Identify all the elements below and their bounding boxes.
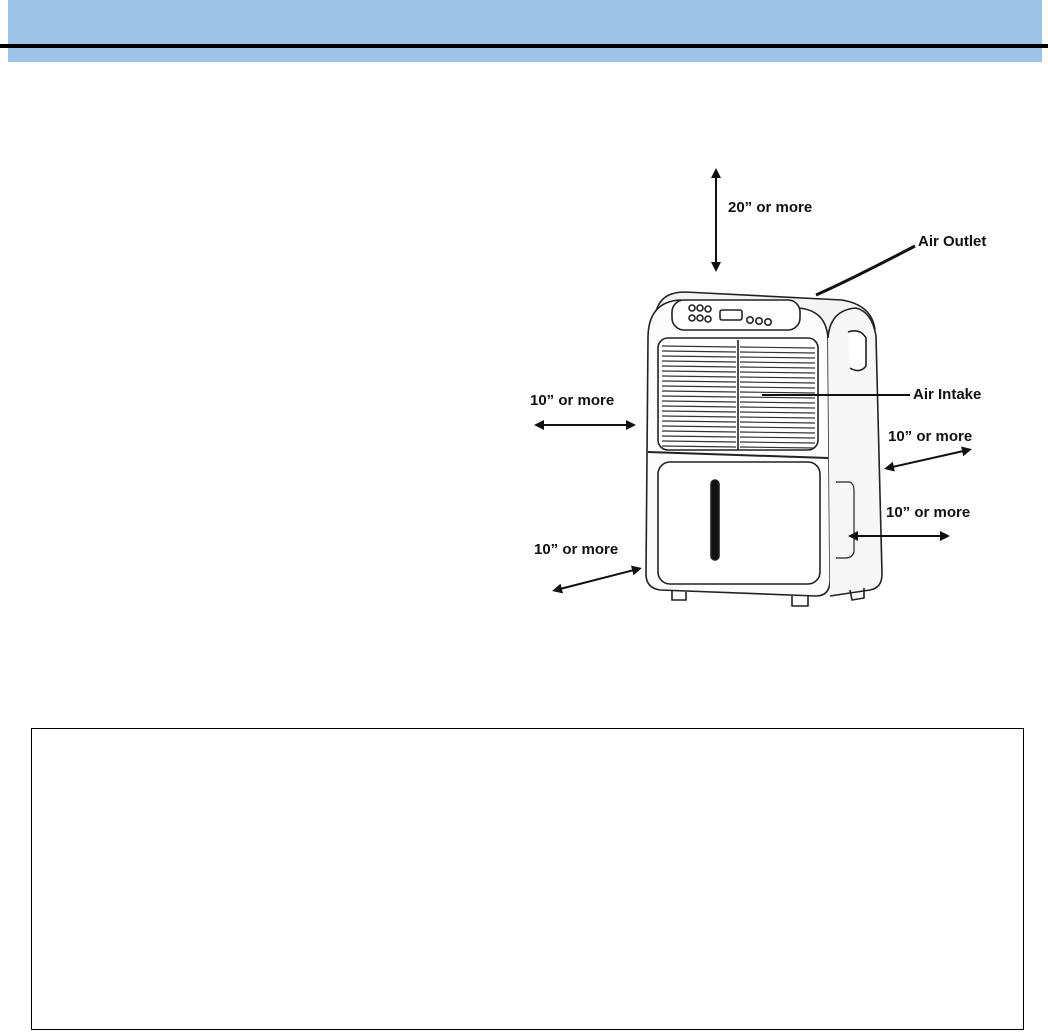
double-arrow-icon [888,450,968,468]
dehumidifier-diagram [520,160,1020,630]
top-clearance-label: 20” or more [728,199,813,216]
header-band [8,0,1042,62]
header-rule [0,44,1048,48]
left-clearance-label: 10” or more [530,392,615,409]
double-arrow-icon [556,569,638,590]
air-outlet-leader [816,246,915,295]
dehumidifier-clearance-figure [520,160,1020,630]
front-clearance-label: 10” or more [534,541,619,558]
air-intake-label: Air Intake [913,386,982,403]
air-outlet-label: Air Outlet [918,233,987,250]
note-box [31,728,1024,1030]
right-side-clearance-label: 10” or more [886,504,971,521]
right-back-clearance-label: 10” or more [888,428,973,445]
